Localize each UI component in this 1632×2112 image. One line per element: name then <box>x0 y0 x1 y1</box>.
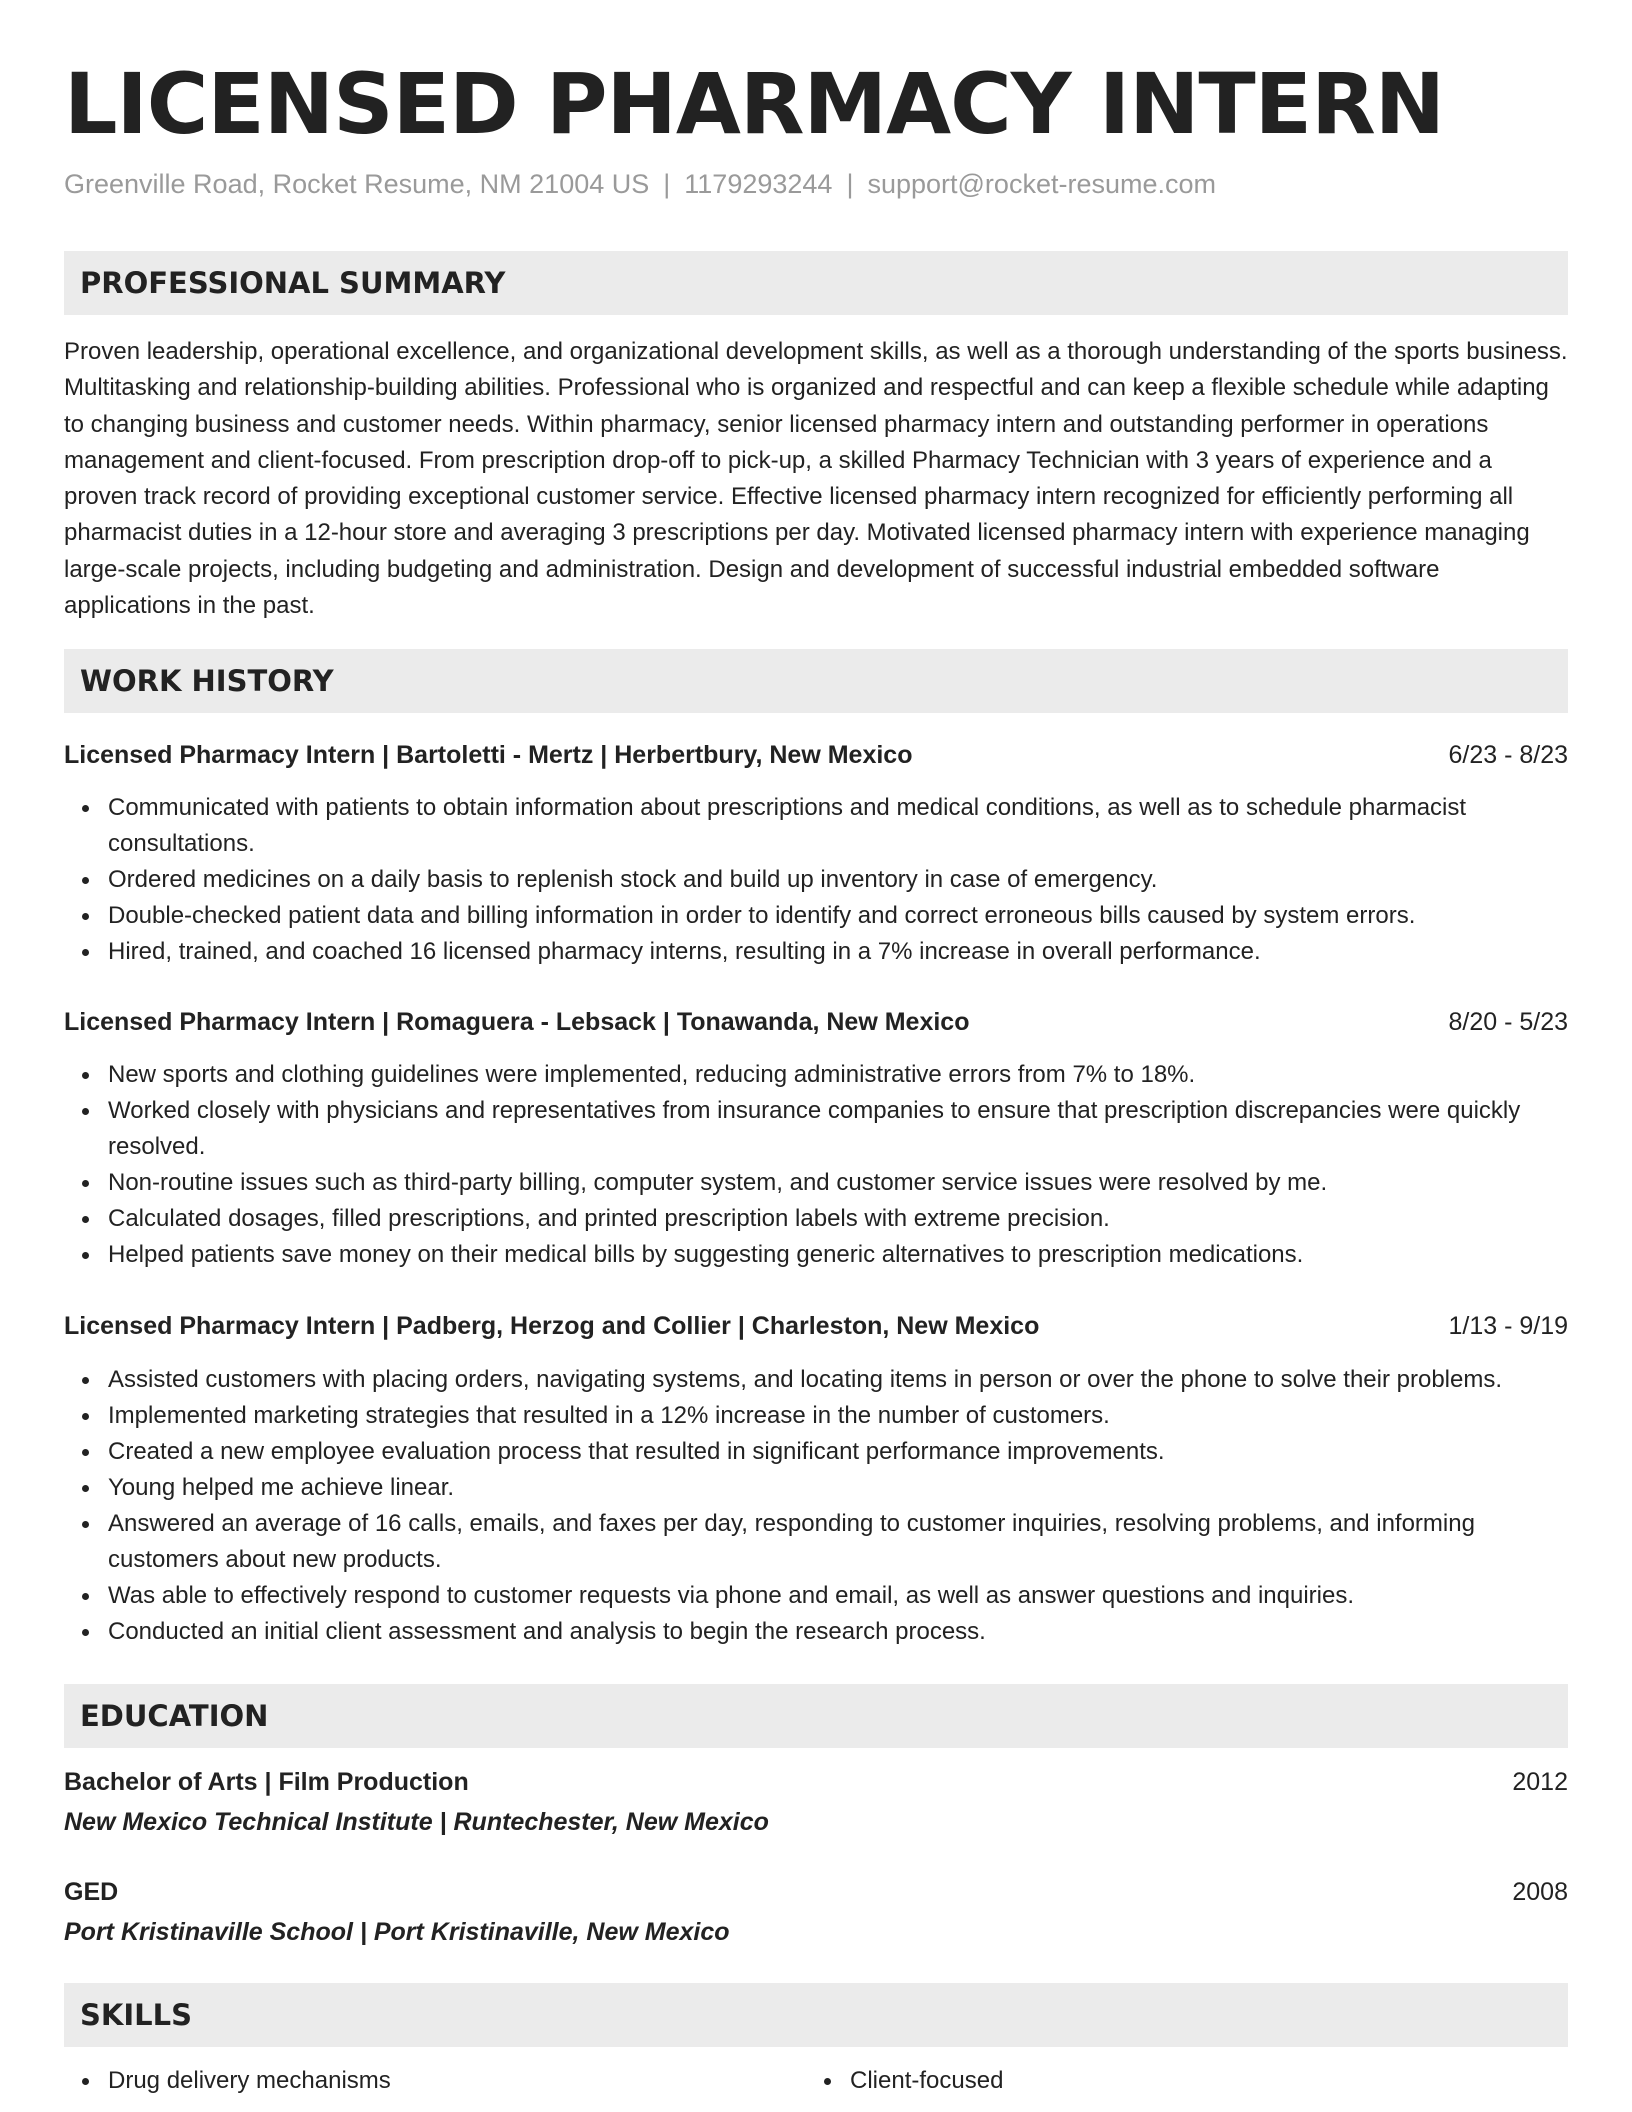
list-item: Communicated with patients to obtain information about prescriptions and medical conditions, as well as to schedule pharmacist consultations. <box>108 790 1568 862</box>
list-item: Created a new employee evaluation process that resulted in significant performance improvements. <box>108 1434 1568 1470</box>
job-bullets <box>64 1362 1568 1650</box>
education-degree: Bachelor of Arts | Film Production <box>64 1768 469 1796</box>
list-item: Ordered medicines on a daily basis to replenish stock and build up inventory in case of emergency. <box>108 862 1568 898</box>
list-item: Assisted customers with placing orders, navigating systems, and locating items in person or over the phone to solve their problems. <box>108 1362 1568 1398</box>
contact-address: Greenville Road, Rocket Resume, NM 21004 US <box>64 169 650 199</box>
list-item: Helped patients save money on their medical bills by suggesting generic alternatives to prescription medications. <box>108 1237 1568 1273</box>
section-title: SKILLS <box>80 1998 192 2032</box>
summary-text: Proven leadership, operational excellence, and organizational development skills, as well as a thorough understanding of the sports business. Multitasking and relationship-building abilities. Professional who is organized and respectful and can keep a flexible schedule while adapting to changing business and customer needs. Within pharmacy, senior licensed pharmacy intern and outstanding performer in operations management and client-focused. From prescription drop-off to pick-up, a skilled Pharmacy Technician with 3 years of experience and a proven track record of providing exceptional customer service. Effective licensed pharmacy intern recognized for efficiently performing all pharmacist duties in a 12-hour store and averaging 3 prescriptions per day. Motivated licensed pharmacy intern with experience managing large-scale projects, including budgeting and administration. Design and development of successful industrial embedded software applications in the past. <box>64 338 1568 620</box>
contact-email: support@rocket-resume.com <box>867 169 1216 199</box>
job-bullets <box>64 1057 1568 1273</box>
job-title-line: Licensed Pharmacy Intern | Padberg, Herzog and Collier | Charleston, New Mexico <box>64 1312 1040 1340</box>
section-title: WORK HISTORY <box>80 664 334 698</box>
section-header-summary <box>64 251 1568 315</box>
job-dates: 6/23 - 8/23 <box>1448 741 1568 769</box>
list-item: Double-checked patient data and billing information in order to identify and correct erroneous bills caused by system errors. <box>108 898 1568 934</box>
education-degree: GED <box>64 1878 119 1906</box>
contact-separator: | <box>663 169 671 199</box>
list-item: Hired, trained, and coached 16 licensed pharmacy interns, resulting in a 7% increase in overall performance. <box>108 934 1568 970</box>
job-dates: 8/20 - 5/23 <box>1448 1008 1568 1036</box>
contact-separator: | <box>846 169 854 199</box>
list-item: Implemented marketing strategies that resulted in a 12% increase in the number of customers. <box>108 1398 1568 1434</box>
contact-phone: 1179293244 <box>684 169 833 199</box>
list-item: Non-routine issues such as third-party billing, computer system, and customer service issues were resolved by me. <box>108 1165 1568 1201</box>
list-item: Drug delivery mechanisms <box>108 2063 1568 2099</box>
education-year: 2012 <box>1512 1768 1568 1796</box>
job-dates: 1/13 - 9/19 <box>1448 1312 1568 1340</box>
list-item: Answered an average of 16 calls, emails, and faxes per day, responding to customer inquiries, resolving problems, and informing customers about new products. <box>108 1506 1568 1578</box>
job-heading <box>64 1004 1568 1040</box>
education-school: Port Kristinaville School | Port Kristinaville, New Mexico <box>64 1918 730 1946</box>
education-year: 2008 <box>1512 1878 1568 1906</box>
skills-list-right <box>806 2063 1632 2099</box>
list-item: Client-focused <box>850 2063 1632 2099</box>
contact-line <box>64 166 1216 202</box>
section-title: EDUCATION <box>80 1699 269 1733</box>
education-heading <box>64 1874 1568 1910</box>
education-heading <box>64 1764 1568 1800</box>
job-heading <box>64 737 1568 773</box>
list-item: New sports and clothing guidelines were implemented, reducing administrative errors from 7% to 18%. <box>108 1057 1568 1093</box>
section-title: PROFESSIONAL SUMMARY <box>80 266 506 300</box>
list-item: Conducted an initial client assessment and analysis to begin the research process. <box>108 1614 1568 1650</box>
job-title-line: Licensed Pharmacy Intern | Romaguera - Lebsack | Tonawanda, New Mexico <box>64 1008 970 1036</box>
section-header-skills <box>64 1983 1568 2047</box>
list-item: Calculated dosages, filled prescriptions, and printed prescription labels with extreme precision. <box>108 1201 1568 1237</box>
list-item: Young helped me achieve linear. <box>108 1470 1568 1506</box>
job-heading <box>64 1308 1568 1344</box>
section-header-education <box>64 1684 1568 1748</box>
education-school: New Mexico Technical Institute | Runtechester, New Mexico <box>64 1808 769 1836</box>
job-bullets <box>64 790 1568 970</box>
section-header-work-history <box>64 649 1568 713</box>
list-item: Was able to effectively respond to customer requests via phone and email, as well as answer questions and inquiries. <box>108 1578 1568 1614</box>
job-title-line: Licensed Pharmacy Intern | Bartoletti - Mertz | Herbertbury, New Mexico <box>64 741 913 769</box>
list-item: Worked closely with physicians and representatives from insurance companies to ensure that prescription discrepancies were quickly resolved. <box>108 1093 1568 1165</box>
candidate-name: LICENSED PHARMACY INTERN <box>64 55 1445 153</box>
